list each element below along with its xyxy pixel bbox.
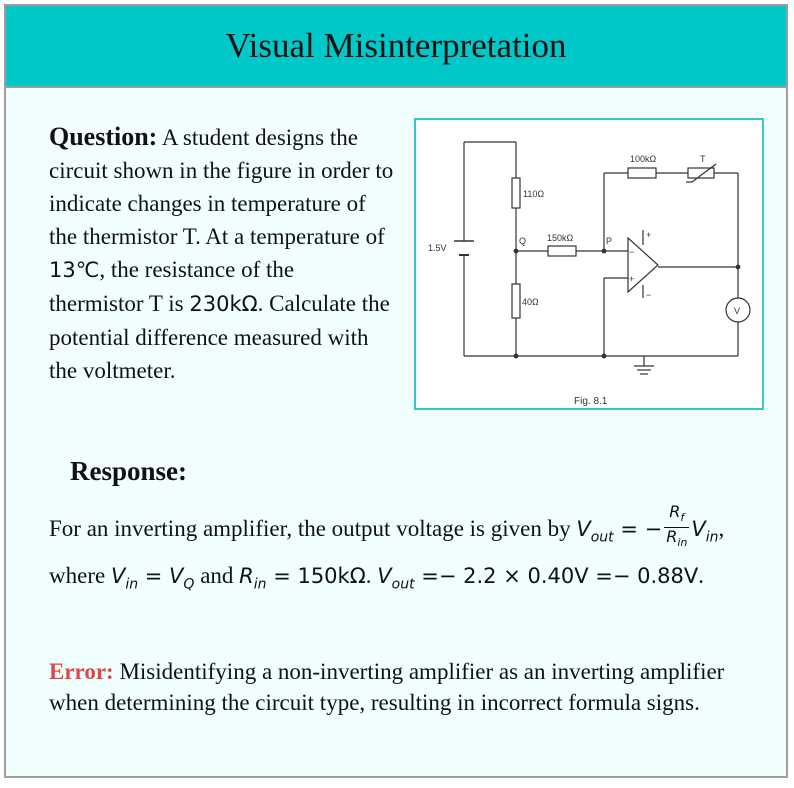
label-100k: 100kΩ: [630, 154, 657, 164]
circuit-diagram: [416, 120, 762, 408]
svg-text:+: +: [629, 274, 635, 284]
error-text: Error: Misidentifying a non-inverting amplifier as an inverting amplifier when determining the circuit type, resulting in incorrect formula signs.: [49, 659, 725, 715]
question-label: Question:: [49, 122, 158, 151]
response-text: For an inverting amplifier, the output voltage is given by $V_{out}$ = − $\frac{R_f}{R_{in}}$ $V_{in}$, where $V_{in} = V_Q$ and $R_{in} = 150k\Omega$. $V_{out} =- 2.2 \times 0.40V =- 0.88V$.: [49, 502, 725, 593]
resistor-110: [512, 178, 520, 208]
label-110: 110Ω: [523, 189, 545, 199]
label-p: P: [606, 236, 613, 246]
error-label: Error:: [49, 659, 114, 684]
figure-caption: Fig. 8.1: [574, 396, 608, 407]
question-text: Question: A student designs the circuit shown in the figure in order to indicate changes in temperature of the thermistor T. At a temperature of 13℃, the resistance of the thermistor T is 230kΩ. Calculate the potential difference measured with the voltmeter.: [49, 122, 394, 383]
header-title: Visual Misinterpretation: [225, 26, 567, 65]
label-150k: 150kΩ: [547, 233, 574, 243]
fraction-rf-rin: $\frac{R_f}{R_{in}}$: [666, 502, 688, 550]
label-t: T: [700, 154, 706, 164]
thermistor-t: [688, 168, 714, 178]
label-battery: 1.5V: [428, 243, 447, 253]
temperature-value: 13℃: [49, 258, 100, 282]
circuit-figure: [414, 118, 764, 410]
resistance-value: 230kΩ: [189, 292, 258, 316]
label-40: 40Ω: [522, 297, 539, 307]
resistor-40: [512, 284, 520, 318]
response-label: Response:: [70, 456, 188, 486]
resistor-100k: [628, 168, 656, 178]
resistor-150k: [548, 246, 576, 256]
header-bar: [6, 6, 786, 88]
svg-text:+: +: [646, 230, 652, 240]
svg-text:−: −: [629, 247, 635, 257]
svg-text:−: −: [646, 290, 652, 300]
label-q: Q: [519, 236, 527, 246]
label-voltmeter: V: [734, 306, 741, 316]
